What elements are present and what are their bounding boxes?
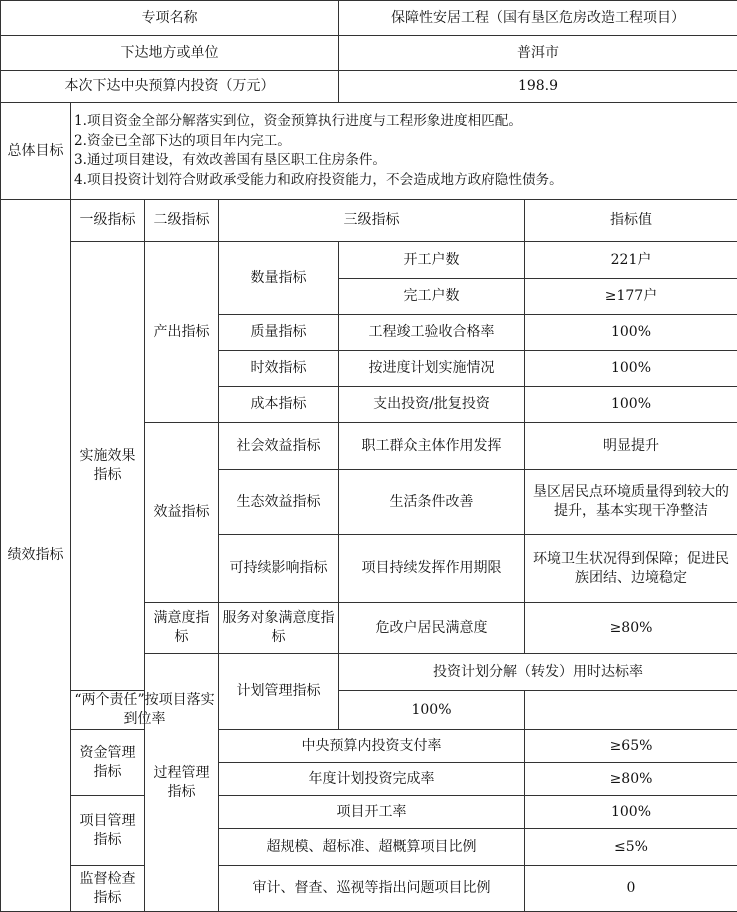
satisfaction-sub-label: 服务对象满意度指标 (219, 603, 339, 654)
goal-item: 3.通过项目建设，有效改善国有垦区职工住房条件。 (74, 151, 734, 171)
row-goals (1, 103, 737, 200)
col-header-level2: 二级指标 (145, 200, 219, 242)
eco-value: 垦区居民点环境质量得到较大的提升，基本实现干净整洁 (525, 470, 737, 535)
plan-label: 计划管理指标 (219, 654, 339, 730)
project-value-2: ≤5% (525, 829, 737, 866)
timely-item: 按进度计划实施情况 (339, 351, 525, 387)
start-value: 221户 (525, 242, 737, 279)
satisfaction-item: 危改户居民满意度 (339, 603, 525, 654)
quality-label: 质量指标 (219, 315, 339, 351)
row-perf-header (1, 200, 737, 242)
supervise-label: 监督检查指标 (71, 866, 145, 912)
eco-label: 生态效益指标 (219, 470, 339, 535)
unit-label: 下达地方或单位 (1, 36, 339, 71)
fund-item-2: 年度计划投资完成率 (219, 763, 525, 796)
social-label: 社会效益指标 (219, 423, 339, 470)
row-start-count (1, 242, 737, 279)
finish-value: ≥177户 (525, 279, 737, 315)
goals-text (71, 103, 737, 200)
cost-label: 成本指标 (219, 387, 339, 423)
plan-value-2: 100% (339, 691, 525, 730)
project-name-value: 保障性安居工程（国有垦区危房改造工程项目） (339, 1, 737, 36)
quantity-label: 数量指标 (219, 242, 339, 315)
output-label: 产出指标 (145, 242, 219, 423)
row-investment (1, 71, 737, 103)
level1-effect: 实施效果指标 (71, 242, 145, 691)
project-label: 项目管理指标 (71, 796, 145, 866)
sustain-value: 环境卫生状况得到保障；促进民族团结、边境稳定 (525, 535, 737, 603)
sustain-label: 可持续影响指标 (219, 535, 339, 603)
row-project-1 (1, 796, 737, 829)
cost-item: 支出投资/批复投资 (339, 387, 525, 423)
supervise-item: 审计、督查、巡视等指出问题项目比例 (219, 866, 525, 912)
goals-label: 总体目标 (1, 103, 71, 200)
investment-value: 198.9 (339, 71, 737, 103)
fund-value-1: ≥65% (525, 730, 737, 763)
col-header-level3: 三级指标 (219, 200, 525, 242)
quality-item: 工程竣工验收合格率 (339, 315, 525, 351)
timely-label: 时效指标 (219, 351, 339, 387)
satisfaction-label: 满意度指标 (145, 603, 219, 654)
finish-label: 完工户数 (339, 279, 525, 315)
col-header-value: 指标值 (525, 200, 737, 242)
start-label: 开工户数 (339, 242, 525, 279)
goal-item: 4.项目投资计划符合财政承受能力和政府投资能力，不会造成地方政府隐性债务。 (74, 171, 734, 191)
plan-item-2: “两个责任”按项目落实到位率 (71, 691, 219, 730)
row-unit (1, 36, 737, 71)
col-header-level1: 一级指标 (71, 200, 145, 242)
project-item-1: 项目开工率 (219, 796, 525, 829)
project-name-label: 专项名称 (1, 1, 339, 36)
benefit-label: 效益指标 (145, 423, 219, 603)
supervise-value: 0 (525, 866, 737, 912)
fund-label: 资金管理指标 (71, 730, 145, 796)
goal-item: 1.项目资金全部分解落实到位，资金预算执行进度与工程形象进度相匹配。 (74, 112, 734, 132)
row-fund-1 (1, 730, 737, 763)
sustain-item: 项目持续发挥作用期限 (339, 535, 525, 603)
fund-value-2: ≥80% (525, 763, 737, 796)
plan-item-1: 投资计划分解（转发）用时达标率 (339, 654, 737, 691)
row-plan-2 (1, 691, 737, 730)
perf-label: 绩效指标 (1, 200, 71, 912)
project-value-1: 100% (525, 796, 737, 829)
project-item-2: 超规模、超标准、超概算项目比例 (219, 829, 525, 866)
goal-item: 2.资金已全部下达的项目年内完工。 (74, 132, 734, 152)
unit-value: 普洱市 (339, 36, 737, 71)
satisfaction-value: ≥80% (525, 603, 737, 654)
eco-item: 生活条件改善 (339, 470, 525, 535)
cost-value: 100% (525, 387, 737, 423)
row-project-name (1, 1, 737, 36)
row-supervise (1, 866, 737, 912)
social-item: 职工群众主体作用发挥 (339, 423, 525, 470)
quality-value: 100% (525, 315, 737, 351)
fund-item-1: 中央预算内投资支付率 (219, 730, 525, 763)
social-value: 明显提升 (525, 423, 737, 470)
level1-process: 过程管理指标 (145, 654, 219, 912)
investment-label: 本次下达中央预算内投资（万元） (1, 71, 339, 103)
timely-value: 100% (525, 351, 737, 387)
